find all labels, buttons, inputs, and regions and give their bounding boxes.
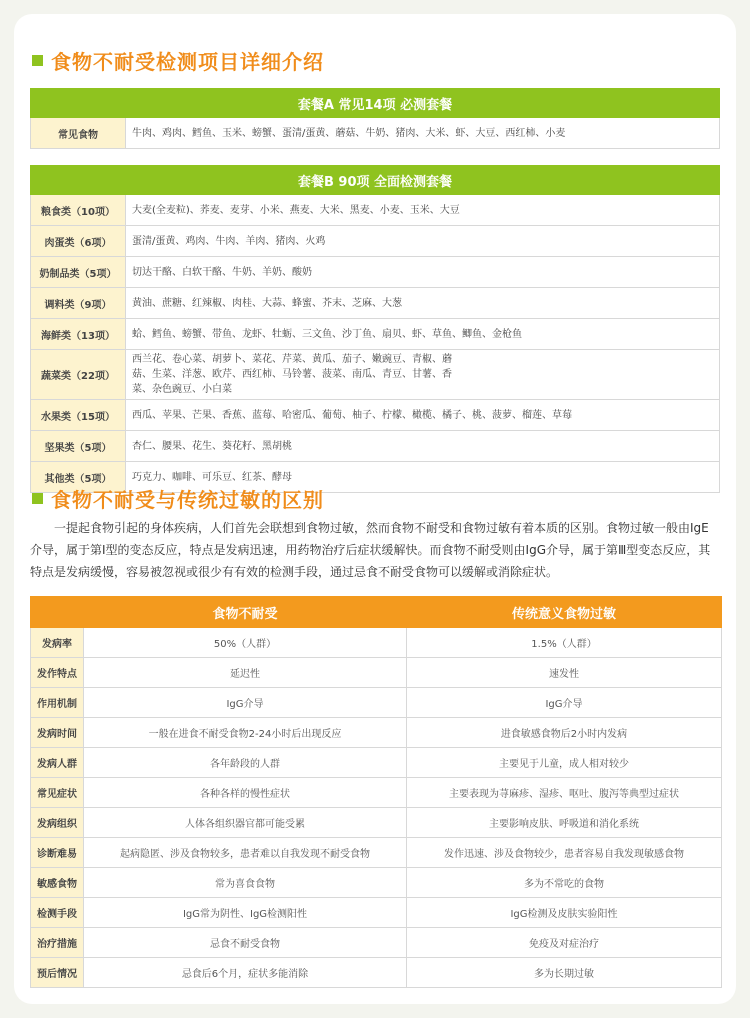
package-a-table [30, 88, 720, 149]
bullet-square-icon [32, 55, 43, 66]
intolerance-value: 常为喜食食物 [84, 868, 407, 898]
table-row [31, 898, 722, 928]
table-row [31, 226, 720, 257]
intolerance-value: 忌食后6个月，症状多能消除 [84, 958, 407, 988]
allergy-value: 多为长期过敏 [407, 958, 722, 988]
column-header-intolerance: 食物不耐受 [84, 597, 407, 628]
table-row [31, 928, 722, 958]
table-row [31, 718, 722, 748]
category-label: 肉蛋类（6项） [31, 226, 126, 257]
table-row [31, 319, 720, 350]
category-label: 常见食物 [31, 118, 126, 149]
intolerance-value: 各年龄段的人群 [84, 748, 407, 778]
allergy-value: 1.5%（人群） [407, 628, 722, 658]
table-row [31, 778, 722, 808]
table-row [31, 688, 722, 718]
category-label: 奶制品类（5项） [31, 257, 126, 288]
intro-paragraph: 一提起食物引起的身体疾病，人们首先会联想到食物过敏，然而食物不耐受和食物过敏有着本质的区别。食物过敏一般由IgE介导，属于第Ⅰ型的变态反应，特点是发病迅速，用药物治疗后症状缓解快。而食物不耐受则由IgG介导，属于第Ⅲ型变态反应，其特点是发病缓慢，容易被忽视或很少有有效的检测手段，通过忌食不耐受食物可以缓解或消除症状。 [30, 521, 711, 579]
allergy-value: IgG介导 [407, 688, 722, 718]
intolerance-value: 一般在进食不耐受食物2-24小时后出现反应 [84, 718, 407, 748]
corner-cell [31, 597, 84, 628]
row-label: 发病时间 [31, 718, 84, 748]
table-row [31, 958, 722, 988]
category-label: 蔬菜类（22项） [31, 350, 126, 400]
row-label: 发病率 [31, 628, 84, 658]
table-row [31, 350, 720, 400]
category-items: 黄油、蔗糖、红辣椒、肉桂、大蒜、蜂蜜、芥末、芝麻、大葱 [126, 288, 720, 319]
category-items: 牛肉、鸡肉、鳕鱼、玉米、螃蟹、蛋清/蛋黄、蘑菇、牛奶、猪肉、大米、虾、大豆、西红柿、小麦 [126, 118, 720, 149]
category-label: 其他类（5项） [31, 462, 126, 493]
table-row [31, 748, 722, 778]
intolerance-value: IgG介导 [84, 688, 407, 718]
row-label: 发病组织 [31, 808, 84, 838]
table-row [31, 288, 720, 319]
package-b-table [30, 165, 720, 493]
allergy-value: 多为不常吃的食物 [407, 868, 722, 898]
table-row [31, 628, 722, 658]
allergy-value: 免疫及对症治疗 [407, 928, 722, 958]
allergy-value: IgG检测及皮肤实验阳性 [407, 898, 722, 928]
intolerance-value: 延迟性 [84, 658, 407, 688]
intolerance-value: 忌食不耐受食物 [84, 928, 407, 958]
row-label: 预后情况 [31, 958, 84, 988]
allergy-value: 进食敏感食物后2小时内发病 [407, 718, 722, 748]
category-label: 调料类（9项） [31, 288, 126, 319]
table-row [31, 431, 720, 462]
package-b-title: 套餐B 90项 全面检测套餐 [31, 166, 720, 195]
row-label: 发作特点 [31, 658, 84, 688]
table-row [31, 658, 722, 688]
allergy-value: 主要见于儿童，成人相对较少 [407, 748, 722, 778]
row-label: 检测手段 [31, 898, 84, 928]
category-items: 蛋清/蛋黄、鸡肉、牛肉、羊肉、猪肉、火鸡 [126, 226, 720, 257]
table-row [31, 808, 722, 838]
row-label: 发病人群 [31, 748, 84, 778]
section-title-tests [32, 46, 324, 75]
table-row [31, 400, 720, 431]
row-label: 作用机制 [31, 688, 84, 718]
allergy-value: 速发性 [407, 658, 722, 688]
category-items: 巧克力、咖啡、可乐豆、红茶、酵母 [126, 462, 720, 493]
section-title-text: 食物不耐受检测项目详细介绍 [51, 50, 324, 74]
row-label: 常见症状 [31, 778, 84, 808]
section-title-text: 食物不耐受与传统过敏的区别 [51, 488, 324, 512]
table-row [31, 257, 720, 288]
category-items: 西瓜、苹果、芒果、香蕉、蓝莓、哈密瓜、葡萄、柚子、柠檬、橄榄、橘子、桃、菠萝、榴莲、草莓 [126, 400, 720, 431]
category-items: 大麦(全麦粒)、荞麦、麦芽、小米、燕麦、大米、黑麦、小麦、玉米、大豆 [126, 195, 720, 226]
category-items: 杏仁、腰果、花生、葵花籽、黑胡桃 [126, 431, 720, 462]
category-label: 海鲜类（13项） [31, 319, 126, 350]
intolerance-value: IgG常为阴性、IgG检测阳性 [84, 898, 407, 928]
table-row [31, 838, 722, 868]
category-label: 坚果类（5项） [31, 431, 126, 462]
row-label: 治疗措施 [31, 928, 84, 958]
table-row [31, 195, 720, 226]
category-label: 粮食类（10项） [31, 195, 126, 226]
row-label: 敏感食物 [31, 868, 84, 898]
category-items: 蛤、鳕鱼、螃蟹、带鱼、龙虾、牡蛎、三文鱼、沙丁鱼、扇贝、虾、草鱼、鲫鱼、金枪鱼 [126, 319, 720, 350]
table-row [31, 118, 720, 149]
row-label: 诊断难易 [31, 838, 84, 868]
allergy-value: 主要影响皮肤、呼吸道和消化系统 [407, 808, 722, 838]
allergy-value: 发作迅速、涉及食物较少，患者容易自我发现敏感食物 [407, 838, 722, 868]
allergy-value: 主要表现为荨麻疹、湿疹、呕吐、腹泻等典型过症状 [407, 778, 722, 808]
category-items: 西兰花、卷心菜、胡萝卜、菜花、芹菜、黄瓜、茄子、嫩豌豆、青椒、蘑菇、生菜、洋葱、欧芹、西红柿、马铃薯、菠菜、南瓜、青豆、甘薯、香菜、杂色豌豆、小白菜 [126, 350, 720, 400]
table-row [31, 868, 722, 898]
intolerance-value: 人体各组织器官都可能受累 [84, 808, 407, 838]
comparison-table [30, 596, 722, 988]
section-title-difference [32, 484, 324, 513]
category-items: 切达干酪、白软干酪、牛奶、羊奶、酸奶 [126, 257, 720, 288]
intolerance-value: 起病隐匿、涉及食物较多，患者难以自我发现不耐受食物 [84, 838, 407, 868]
bullet-square-icon [32, 493, 43, 504]
column-header-allergy: 传统意义食物过敏 [407, 597, 722, 628]
intolerance-value: 各种各样的慢性症状 [84, 778, 407, 808]
package-a-title: 套餐A 常见14项 必测套餐 [31, 89, 720, 118]
category-label: 水果类（15项） [31, 400, 126, 431]
intolerance-value: 50%（人群） [84, 628, 407, 658]
